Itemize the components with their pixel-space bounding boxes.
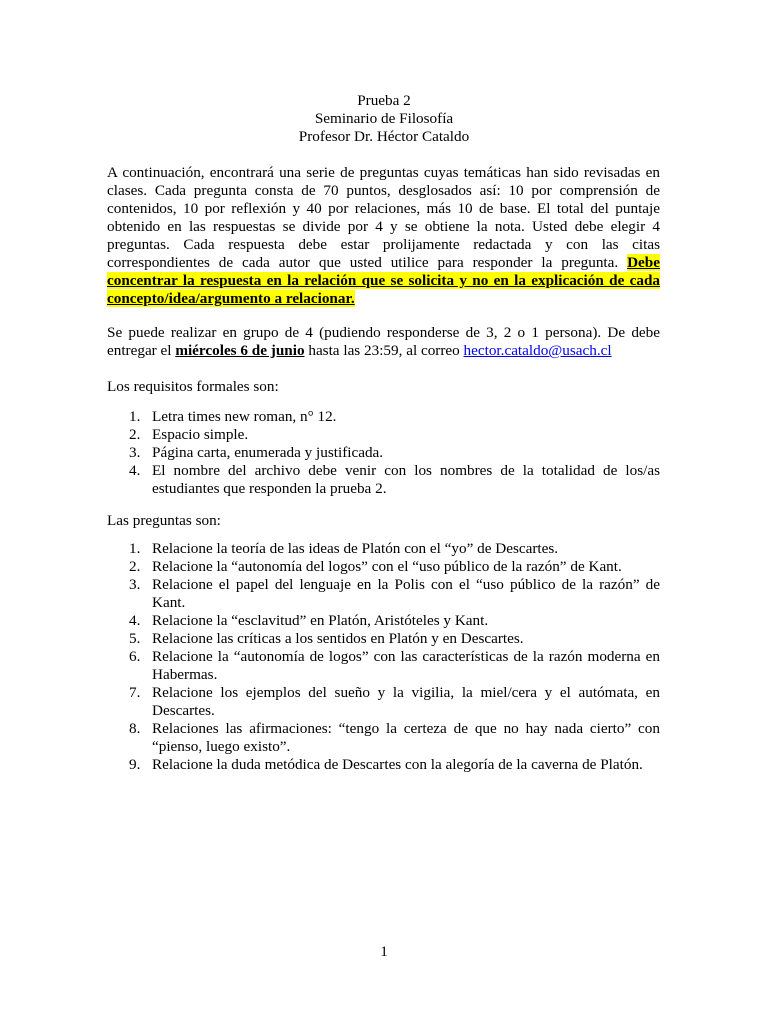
list-item xyxy=(107,576,660,612)
list-item-number: 9. xyxy=(129,756,141,773)
list-item xyxy=(107,540,660,558)
delivery-date: miércoles 6 de junio xyxy=(175,342,305,359)
list-item-number: 3. xyxy=(129,576,141,593)
list-item xyxy=(107,558,660,576)
list-item-text: El nombre del archivo debe venir con los nombres de la totalidad de los/as estudiantes que responden la prueba 2. xyxy=(152,462,660,497)
highlighted-instruction: Debe concentrar la respuesta en la relación que se solicita y no en la explicación de cada concepto/idea/argumento a relacionar. xyxy=(107,254,660,307)
list-item xyxy=(107,408,660,426)
list-item-text: Relacione las críticas a los sentidos en Platón y en Descartes. xyxy=(152,630,524,647)
page-number: 1 xyxy=(380,943,388,960)
list-item-number: 4. xyxy=(129,612,141,629)
list-item xyxy=(107,444,660,462)
list-item-number: 7. xyxy=(129,684,141,701)
professor-name: Profesor Dr. Héctor Cataldo xyxy=(298,128,470,145)
instructions-paragraph xyxy=(107,164,660,308)
list-item-text: Espacio simple. xyxy=(152,426,249,443)
list-item-text: Letra times new roman, n° 12. xyxy=(152,408,337,425)
list-item-text: Relacione los ejemplos del sueño y la vigilia, la miel/cera y el autómata, en Descartes. xyxy=(152,684,660,719)
delivery-text-start: Se puede realizar en grupo de 4 (pudiendo responderse de 3, 2 o 1 persona). De debe entregar el xyxy=(107,324,660,359)
list-item xyxy=(107,612,660,630)
list-item xyxy=(107,756,660,774)
list-item-text: Relacione la teoría de las ideas de Platón con el “yo” de Descartes. xyxy=(152,540,559,557)
list-item-number: 4. xyxy=(129,462,141,479)
list-item xyxy=(107,720,660,756)
list-item-text: Relacione la “autonomía del logos” con el “uso público de la razón” de Kant. xyxy=(152,558,622,575)
list-item-number: 8. xyxy=(129,720,141,737)
list-item-number: 1. xyxy=(129,408,141,425)
list-item-number: 3. xyxy=(129,444,141,461)
list-item-text: Relacione la “autonomía de logos” con las características de la razón moderna en Habermas. xyxy=(152,648,660,683)
requirements-list xyxy=(107,408,660,498)
list-item xyxy=(107,630,660,648)
list-item-number: 1. xyxy=(129,540,141,557)
list-item-text: Relacione la duda metódica de Descartes con la alegoría de la caverna de Platón. xyxy=(152,756,643,773)
requirements-heading: Los requisitos formales son: xyxy=(107,378,279,395)
list-item xyxy=(107,462,660,498)
instructions-text: A continuación, encontrará una serie de preguntas cuyas temáticas han sido revisadas en clases. Cada pregunta consta de 70 puntos, desglosados así: 10 por comprensión de contenidos, 10 por reflexión y 40 por relaciones, más 10 de base. El total del puntaje obtenido en las respuestas se divide por 4 y se obtiene la nota. Usted debe elegir 4 preguntas. Cada respuesta debe estar prolijamente redactada y con las citas correspondientes de cada autor que usted utilice para responder la pregunta. xyxy=(107,164,660,271)
list-item xyxy=(107,684,660,720)
list-item-text: Página carta, enumerada y justificada. xyxy=(152,444,384,461)
list-item-number: 2. xyxy=(129,558,141,575)
email-link[interactable]: hector.cataldo@usach.cl xyxy=(463,342,612,359)
list-item xyxy=(107,648,660,684)
course-name: Seminario de Filosofía xyxy=(314,110,454,127)
questions-list xyxy=(107,540,660,774)
list-item-number: 5. xyxy=(129,630,141,647)
document-header xyxy=(0,92,768,146)
list-item xyxy=(107,426,660,444)
list-item-number: 2. xyxy=(129,426,141,443)
exam-title: Prueba 2 xyxy=(357,92,411,109)
questions-heading: Las preguntas son: xyxy=(107,512,221,529)
list-item-number: 6. xyxy=(129,648,141,665)
list-item-text: Relacione la “esclavitud” en Platón, Aristóteles y Kant. xyxy=(152,612,489,629)
list-item-text: Relaciones las afirmaciones: “tengo la certeza de que no hay nada cierto” con “pienso, luego existo”. xyxy=(152,720,660,755)
delivery-paragraph xyxy=(107,324,660,360)
list-item-text: Relacione el papel del lenguaje en la Polis con el “uso público de la razón” de Kant. xyxy=(152,576,660,611)
delivery-text-middle: hasta las 23:59, al correo xyxy=(304,342,464,359)
